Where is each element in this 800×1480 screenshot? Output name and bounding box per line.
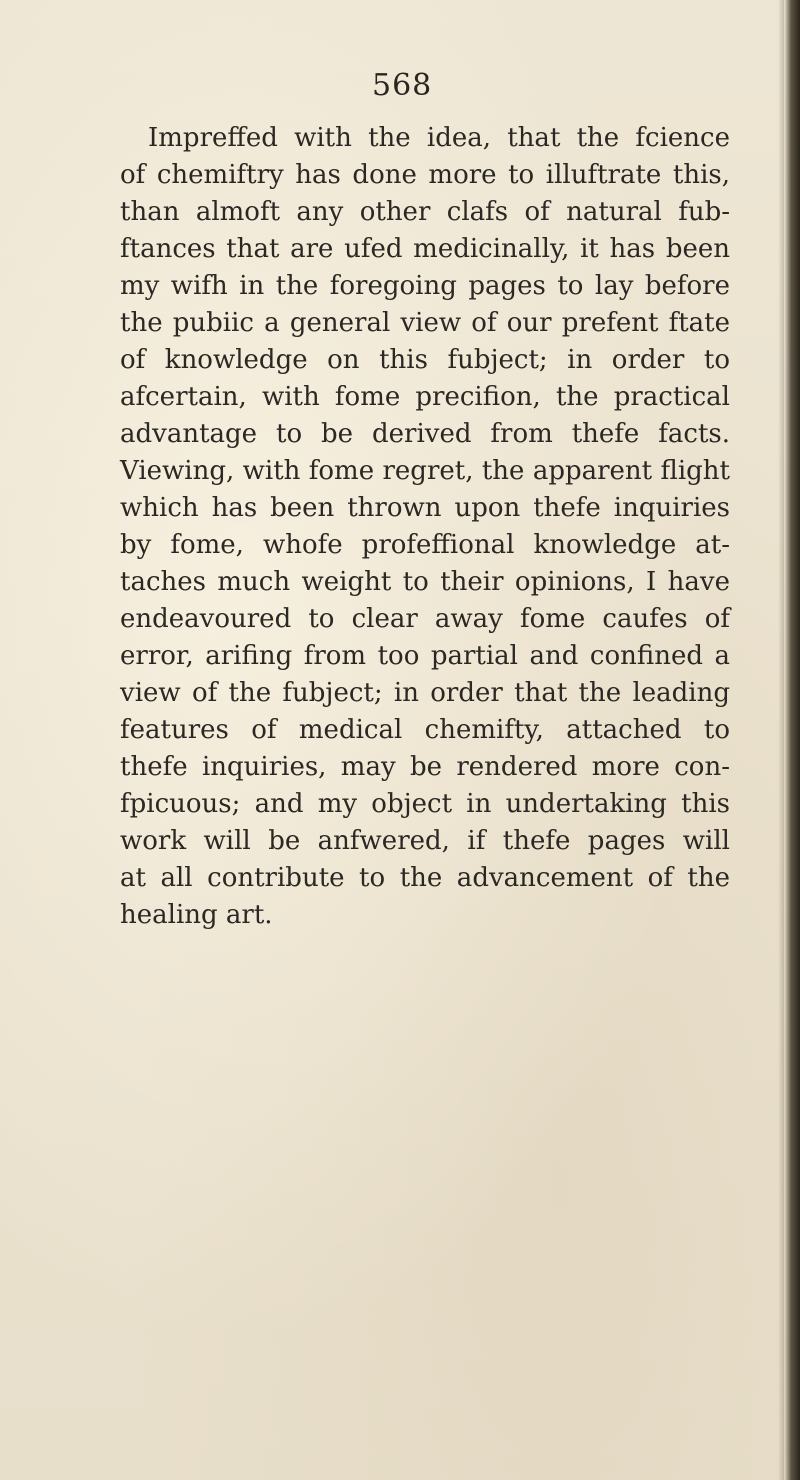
text-line: taches much weight to their opinions, I have xyxy=(120,567,730,597)
text-line: the pubiic a general view of our prefent ftate xyxy=(120,308,730,338)
text-line: fpicuous; and my object in undertaking this xyxy=(120,789,730,819)
text-line: ftances that are ufed medicinally, it has been xyxy=(120,234,730,264)
text-line: of knowledge on this fubject; in order to xyxy=(120,345,730,375)
text-line: features of medical chemifty, attached to xyxy=(120,715,730,745)
text-line: view of the fubject; in order that the leading xyxy=(120,678,730,708)
text-line: thefe inquiries, may be rendered more con- xyxy=(120,752,730,782)
body-paragraph xyxy=(120,120,730,934)
text-line: Impreffed with the idea, that the fcience xyxy=(148,123,730,153)
text-line: which has been thrown upon thefe inquiries xyxy=(120,493,730,523)
text-line: Viewing, with fome regret, the apparent flight xyxy=(120,456,730,486)
text-line: work will be anfwered, if thefe pages will xyxy=(120,826,730,856)
binding-gutter xyxy=(784,0,800,1480)
text-line: healing art. xyxy=(120,900,273,930)
text-line: endeavoured to clear away fome caufes of xyxy=(120,604,730,634)
text-line: advantage to be derived from thefe facts. xyxy=(120,419,730,449)
text-line: afcertain, with fome precifion, the practical xyxy=(120,382,730,412)
text-line: error, arifing from too partial and confined a xyxy=(120,641,730,671)
text-line: my wifh in the foregoing pages to lay before xyxy=(120,271,730,301)
text-line: of chemiftry has done more to illuftrate this, xyxy=(120,160,730,190)
text-line: at all contribute to the advancement of the xyxy=(120,863,730,893)
text-line: than almoft any other clafs of natural fub- xyxy=(120,197,730,227)
text-line: by fome, whofe profeffional knowledge at- xyxy=(120,530,730,560)
page-number: 568 xyxy=(372,68,433,103)
